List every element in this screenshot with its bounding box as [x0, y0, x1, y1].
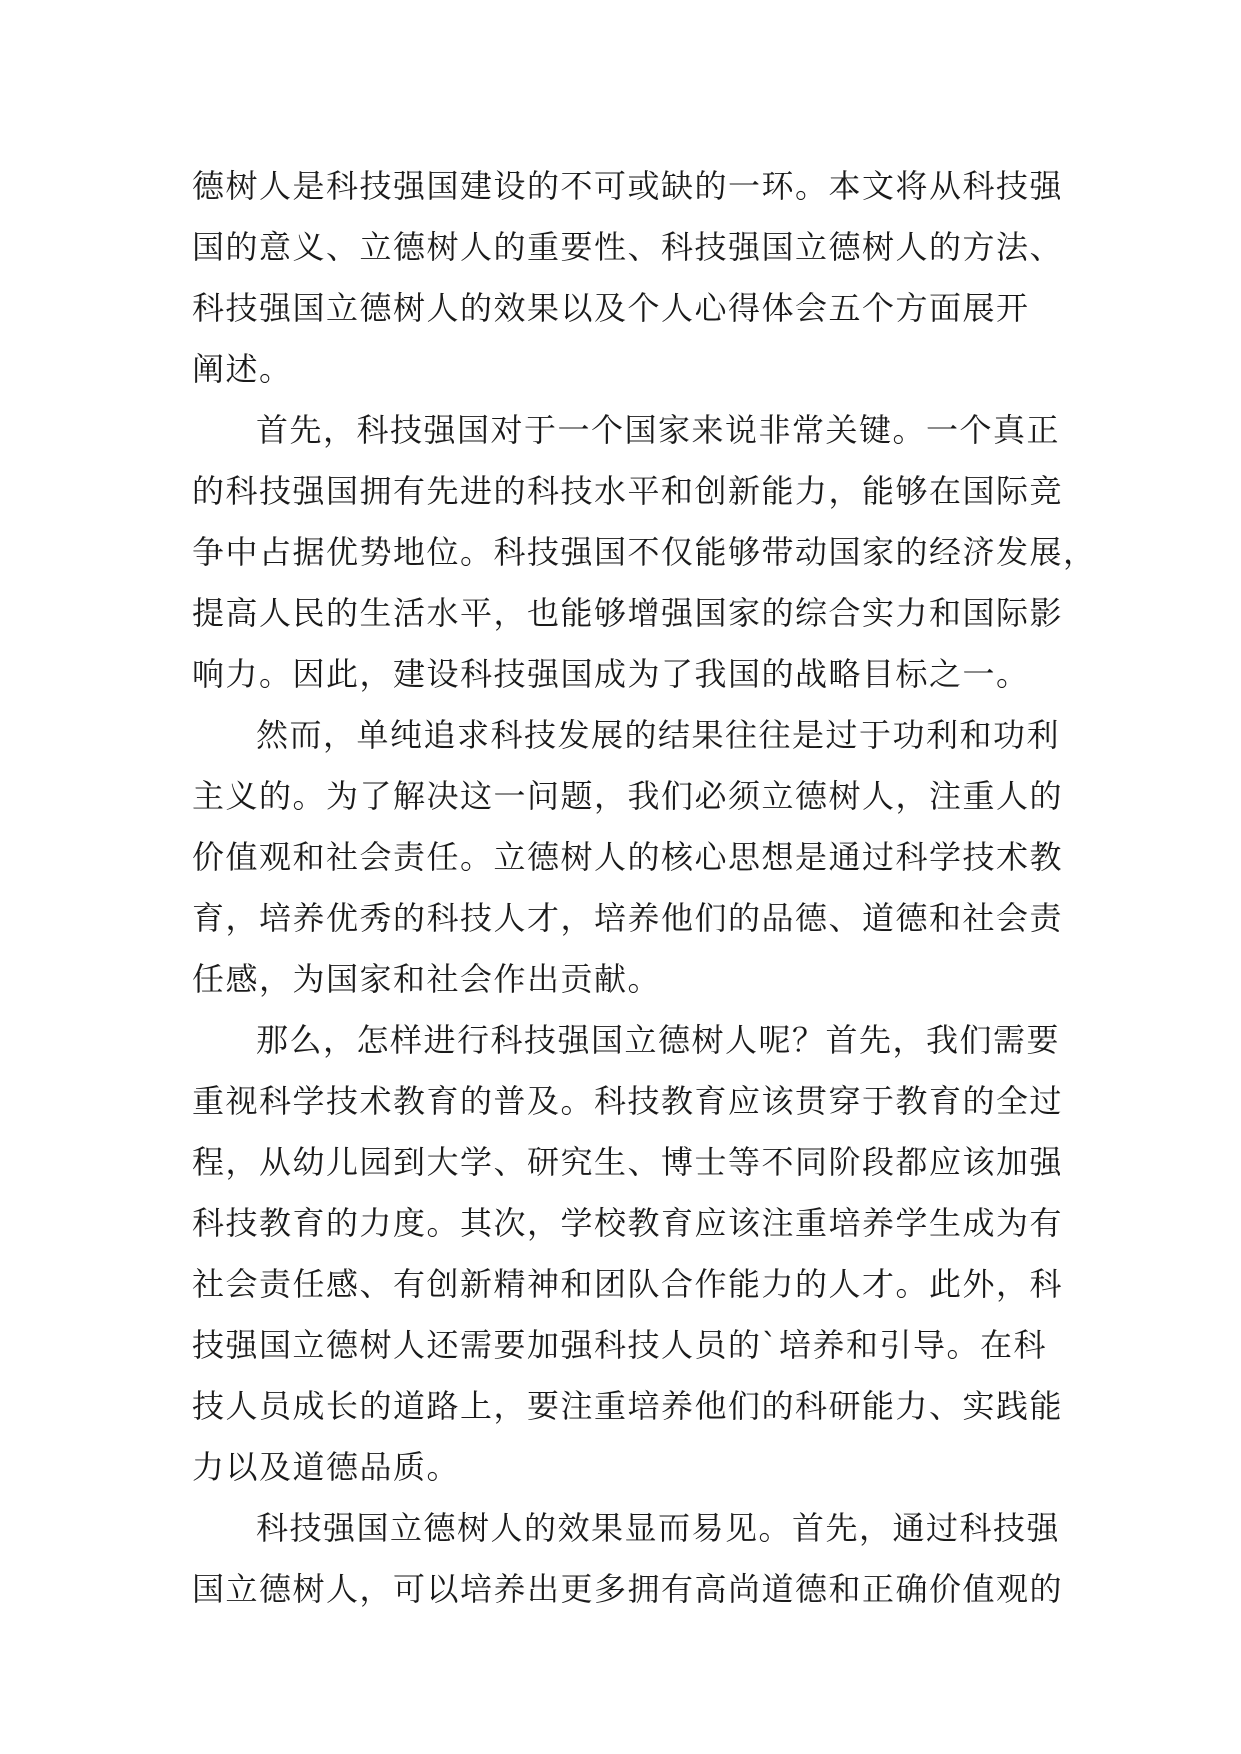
text-line: 力以及道德品质。: [192, 1448, 461, 1486]
text-line: 科技教育的力度。其次，学校教育应该注重培养学生成为有: [192, 1204, 1064, 1242]
paragraph-first-line: 那么，怎样进行科技强国立德树人呢？首先，我们需要: [256, 1021, 1061, 1059]
text-line: 提高人民的生活水平，也能够增强国家的综合实力和国际影: [192, 594, 1064, 632]
text-line: 育，培养优秀的科技人才，培养他们的品德、道德和社会责: [192, 899, 1064, 937]
text-line: 阐述。: [192, 350, 293, 388]
text-line: 任感，为国家和社会作出贡献。: [192, 960, 662, 998]
paragraph-first-line: 科技强国立德树人的效果显而易见。首先，通过科技强: [256, 1509, 1061, 1547]
paragraph-first-line: 然而，单纯追求科技发展的结果往往是过于功利和功利: [256, 716, 1061, 754]
text-line: 德树人是科技强国建设的不可或缺的一环。本文将从科技强: [192, 167, 1064, 205]
text-line: 价值观和社会责任。立德树人的核心思想是通过科学技术教: [192, 838, 1064, 876]
body-text: [192, 156, 1097, 1620]
text-line: 国立德树人，可以培养出更多拥有高尚道德和正确价值观的: [192, 1570, 1064, 1608]
text-line: 技强国立德树人还需要加强科技人员的`培养和引导。在科: [192, 1326, 1048, 1364]
text-line: 科技强国立德树人的效果以及个人心得体会五个方面展开: [192, 289, 1030, 327]
text-line: 社会责任感、有创新精神和团队合作能力的人才。此外，科: [192, 1265, 1064, 1303]
text-line: 国的意义、立德树人的重要性、科技强国立德树人的方法、: [192, 228, 1064, 266]
text-line: 主义的。为了解决这一问题，我们必须立德树人，注重人的: [192, 777, 1064, 815]
text-line: 程，从幼儿园到大学、研究生、博士等不同阶段都应该加强: [192, 1143, 1064, 1181]
text-line: 响力。因此，建设科技强国成为了我国的战略目标之一。: [192, 655, 1030, 693]
text-line: 重视科学技术教育的普及。科技教育应该贯穿于教育的全过: [192, 1082, 1064, 1120]
paragraph-first-line: 首先，科技强国对于一个国家来说非常关键。一个真正: [256, 411, 1061, 449]
text-line: 的科技强国拥有先进的科技水平和创新能力，能够在国际竞: [192, 472, 1064, 510]
text-line: 争中占据优势地位。科技强国不仅能够带动国家的经济发展，: [192, 533, 1097, 571]
text-line: 技人员成长的道路上，要注重培养他们的科研能力、实践能: [192, 1387, 1064, 1425]
